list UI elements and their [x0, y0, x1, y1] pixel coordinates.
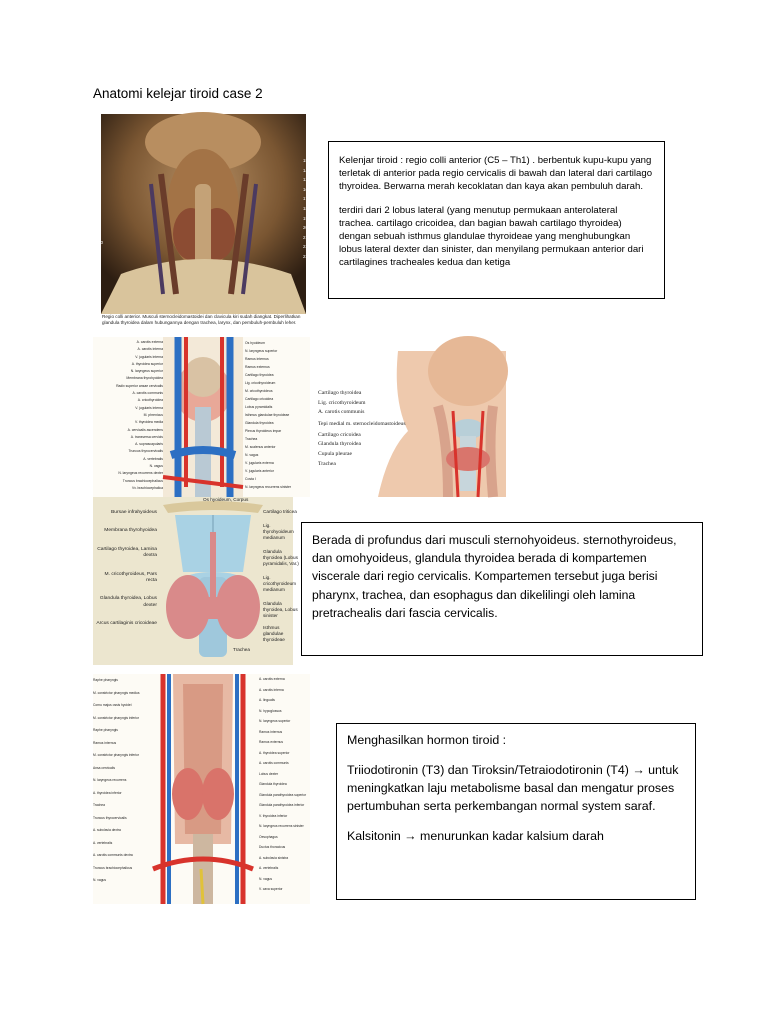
figure-neck-dissection	[98, 114, 308, 314]
page-title: Anatomi kelejar tiroid case 2	[93, 86, 263, 101]
fig2-label: Cartilago cricoidea	[245, 397, 274, 401]
fig2-label: V. thyroidea media	[135, 420, 163, 425]
fig5-label: Glandula parathyroidea inferior	[259, 803, 305, 807]
fig5-label: A. thyroidea inferior	[93, 790, 122, 795]
fig5-label: Cornu majus ossis hyoidei	[93, 703, 132, 707]
fig5-label: A. carotis communis dextra	[93, 853, 133, 857]
fig4-label: Membrana thyrohyoidea	[104, 528, 157, 534]
figure4-right-labels	[203, 497, 299, 653]
figure5-left-labels	[93, 674, 161, 887]
fig1-num: 7	[98, 211, 101, 217]
fig4-label: Lig. cricothyroideum medianum	[263, 575, 297, 592]
fig1-num: 2	[98, 259, 101, 265]
hormones-heading: Menghasilkan hormon tiroid :	[347, 733, 507, 747]
fig5-label: N. vagus	[93, 878, 107, 882]
fig1-num: 3	[98, 173, 101, 179]
fig1-num: 13	[302, 177, 308, 183]
fig1-num: 21	[302, 234, 308, 240]
hormones-paragraph-2: Kalsitonin → menurunkan kadar kalsium darah	[347, 829, 604, 843]
fig2-label: N. vagus	[149, 464, 163, 469]
fig4-label: Glandula thyroidea, Lobus dexter	[99, 596, 157, 608]
fig2-label: V. jugularis interna	[135, 354, 163, 359]
fig2-label: A. transversa cervicis	[130, 434, 163, 439]
fig1-num: 16	[302, 186, 308, 192]
figure-neck-surface	[318, 351, 506, 497]
fig1-num: 2	[98, 163, 101, 169]
fig5-label: N. laryngeus superior	[259, 719, 291, 723]
fig5-label: A. subclavia sinistra	[259, 855, 289, 860]
fig4-label: Isthmus glandulae thyroideae	[263, 625, 285, 642]
fig5-label: V. cava superior	[259, 887, 283, 891]
fig2-label: Isthmus glandulae thyroideae	[245, 413, 290, 417]
fig5-label: Truncus thyrocervicalis	[93, 815, 127, 820]
fig2-label: N. vagus	[245, 453, 259, 457]
fig2-label: A. vertebralis	[143, 456, 163, 461]
figure-pharynx-posterior	[93, 674, 310, 904]
fig3-label: Cupula pleurae	[318, 450, 353, 457]
fig2-label: N. laryngeus recurrens dexter	[118, 471, 163, 476]
fig5-label: M. constrictor pharyngis inferior	[93, 753, 139, 757]
description-paragraph-2: terdiri dari 2 lobus lateral (yang menutup permukaan anterolateral trachea. cartilago cricoidea, dan bagian bawah cartilago thyroidea) dengan sebuah isthmus glandulae thyroideae yang menghubungkan lobus lateral dexter dan sinister, dan menyilang permukaan anterior dari cartilagines tracheales kedua dan ketiga	[339, 204, 644, 269]
fig3-label: A. carotis communis	[318, 409, 365, 416]
fig3-label: Cartilago cricoidea	[318, 431, 361, 438]
fig4-label: Cartilago triticea	[263, 509, 297, 514]
fig2-label: M. scalenus anterior	[245, 445, 276, 449]
fig5-label: Trachea	[93, 803, 105, 807]
fig2-label: N. laryngeus superior	[130, 369, 163, 374]
fig5-label: A. lingualis	[259, 698, 275, 702]
fig1-num: 18	[302, 205, 308, 211]
fig1-num: 19	[302, 215, 308, 221]
figure1-caption: Regio colli anterior. Musculi sternocleidomastoidei dan clavicula kiri sudah diangkat. Diperlihatkan glandula thyroidea dalam hubungannya dengan trachea, larynx, dan pembuluh-pembuluh leher.	[102, 314, 301, 325]
fig1-num: 23	[302, 253, 308, 259]
fig2-label: Lig. cricothyroideum	[245, 381, 276, 385]
fig5-label: V. thyroidea inferior	[259, 813, 288, 818]
fig5-label: Ramus internus	[93, 740, 117, 745]
fig3-label: Cartilago thyroidea	[318, 390, 362, 396]
fig1-num: 9	[98, 230, 101, 236]
fig5-label: Glandula thyroidea	[259, 782, 287, 786]
figure3-labels	[318, 389, 418, 469]
fig2-label: A. carotis interna	[137, 347, 163, 352]
text-box-hormones	[336, 723, 696, 900]
fig5-label: Truncus brachiocephalicus	[93, 865, 133, 870]
fig5-label: Ramus externus	[259, 740, 284, 744]
fig5-label: A. carotis externa	[259, 677, 285, 681]
fig2-label: Radix superior ansae cervicalis	[116, 383, 163, 388]
fig1-num: 14	[302, 167, 308, 173]
fig5-label: A. vertebralis	[259, 866, 279, 870]
fig5-label: Ductus thoracicus	[259, 845, 286, 849]
text-box-location	[301, 522, 703, 656]
fig2-label: Truncus thyrocervicalis	[128, 449, 163, 454]
fig4-label: M. cricothyroideus, Pars recta	[104, 571, 157, 584]
fig2-label: Ramus externus	[245, 365, 270, 369]
fig2-label: Trachea	[245, 437, 258, 441]
figure2-left-labels	[93, 339, 163, 492]
text-box-description	[328, 141, 665, 299]
fig4-label: Cartilago thyroidea, Lamina dextra	[97, 546, 157, 559]
fig3-label: Glandula thyroidea	[318, 441, 362, 448]
fig2-label: A. cricothyroidea	[137, 398, 163, 403]
fig4-label: Os hyoideum, Corpus	[203, 497, 249, 502]
figure1-right-numbers	[303, 156, 308, 262]
fig1-num: 6	[98, 201, 101, 207]
fig1-num: 5	[98, 192, 101, 198]
hormones-paragraph-1: Triiodotironin (T3) dan Tiroksin/Tetraiodotironin (T4) → untuk meningkatkan laju metabolisme basal dan mengatur proses pertumbuhan serta perkembangan normal system saraf.	[347, 763, 679, 813]
fig2-label: A. cervicalis ascendens	[127, 427, 163, 432]
description-paragraph-1: Kelenjar tiroid : regio colli anterior (C5 – Th1) . berbentuk kupu-kupu yang terletak di anterior pada regio cervicalis di bawah dan lateral dari cartilago thyroidea. Berwarna merah kecoklatan dan kaya akan pembuluh darah.	[339, 155, 653, 193]
fig5-label: N. hypoglossus	[259, 708, 282, 713]
fig2-label: A. carotis communis	[132, 391, 163, 396]
fig5-label: N. vagus	[259, 876, 273, 881]
fig5-label: M. constrictor pharyngis medius	[93, 690, 140, 695]
fig2-label: Costa I	[245, 477, 256, 481]
figure-thyroid-anterior	[93, 497, 299, 665]
fig5-label: Glandula parathyroidea superior	[259, 792, 307, 797]
fig2-label: Plexus thyroideus impar	[245, 429, 282, 433]
fig2-label: Cartilago thyroidea	[245, 373, 274, 377]
figure-thyroid-vessels	[93, 337, 310, 497]
fig2-label: V. jugularis anterior	[245, 469, 274, 473]
fig1-num: 22	[302, 244, 308, 250]
fig5-label: Raphe pharyngis	[93, 678, 118, 682]
fig1-num: 4	[98, 182, 101, 188]
fig2-label: Os hyoideum	[245, 341, 265, 345]
fig4-label: Glandula thyroidea, Lobus sinister	[263, 601, 298, 618]
fig1-num: 20	[302, 225, 308, 231]
fig5-label: N. laryngeus recurrens	[93, 778, 127, 782]
location-paragraph: Berada di profundus dari musculi sternohyoideus. sternothyroideus, dan omohyoideus, glandula thyroidea berada di kompartemen viscerale dari regio cervicalis. Kompartemen tersebut juga berisi pharynx, trachea, dan esophagus dan dikelilingi oleh lamina pretrachealis dari fascia cervicalis.	[312, 533, 677, 620]
fig1-num: 15	[302, 158, 308, 163]
figure5-right-labels	[259, 674, 309, 895]
neck-dissection-illustration	[101, 114, 306, 314]
fig2-label: A. suprascapularis	[135, 442, 163, 447]
figure2-right-labels	[245, 339, 309, 491]
fig2-label: N. laryngeus recurrens sinister	[245, 485, 291, 489]
fig2-label: Membrana thyrohyoidea	[126, 376, 163, 381]
fig5-label: A. vertebralis	[93, 840, 113, 845]
fig3-label: Lig. cricothyroideum	[318, 399, 366, 406]
fig5-label: Ramus internus	[259, 729, 283, 734]
fig5-label: A. thyroidea superior	[259, 750, 290, 755]
fig2-label: V. jugularis externa	[245, 461, 274, 465]
fig2-label: A. thyroidea superior	[131, 361, 163, 366]
figure1-left-numbers	[98, 152, 103, 267]
fig4-label: Arcus cartilaginis cricoideae	[96, 621, 157, 627]
fig5-label: A. carotis communis	[259, 761, 289, 765]
fig5-label: A. carotis interna	[259, 687, 284, 692]
fig5-label: N. laryngeus recurrens sinister	[259, 824, 304, 828]
fig1-num: 1	[98, 249, 101, 255]
fig2-label: A. carotis externa	[136, 340, 163, 344]
fig5-label: Oesophagus	[259, 834, 278, 839]
fig2-label: M. cricothyroideus	[245, 389, 273, 393]
figure4-left-labels	[93, 510, 157, 628]
fig4-label: Bursae infrahyoideus	[111, 510, 157, 515]
fig2-label: Ramus internus	[245, 357, 269, 361]
fig2-label: Glandula thyroidea	[245, 421, 274, 425]
fig2-label: Vv. brachiocephalica	[131, 485, 163, 490]
fig1-num: 1	[98, 154, 101, 159]
fig4-label: Trachea	[233, 647, 251, 652]
fig3-label: Trachea	[318, 460, 336, 467]
fig3-label: Tepi medial m. sternocleidomastoideus	[318, 420, 406, 427]
fig5-label: A. subclavia dextra	[93, 828, 121, 832]
fig2-label: M. phrenicus	[143, 412, 163, 417]
fig1-num: 10	[98, 240, 104, 246]
fig1-num: 8	[98, 221, 101, 227]
fig5-label: M. constrictor pharyngis inferior	[93, 715, 139, 720]
fig4-label: Glandula thyroidea (Lobus pyramidalis, Var.)	[263, 549, 299, 566]
fig4-label: Lig. thyrohyoideum medianum	[263, 523, 294, 540]
fig5-label: Lobus dexter	[259, 771, 279, 776]
fig2-label: Lobus pyramidalis	[245, 405, 273, 409]
fig5-label: Ansa cervicalis	[93, 765, 115, 770]
fig2-label: N. laryngeus superior	[245, 349, 278, 353]
fig1-num: 17	[302, 196, 308, 202]
fig2-label: V. jugularis interna	[135, 405, 163, 410]
fig5-label: Raphe pharyngis	[93, 728, 118, 732]
fig2-label: Truncus brachiocephalicus	[122, 478, 163, 483]
